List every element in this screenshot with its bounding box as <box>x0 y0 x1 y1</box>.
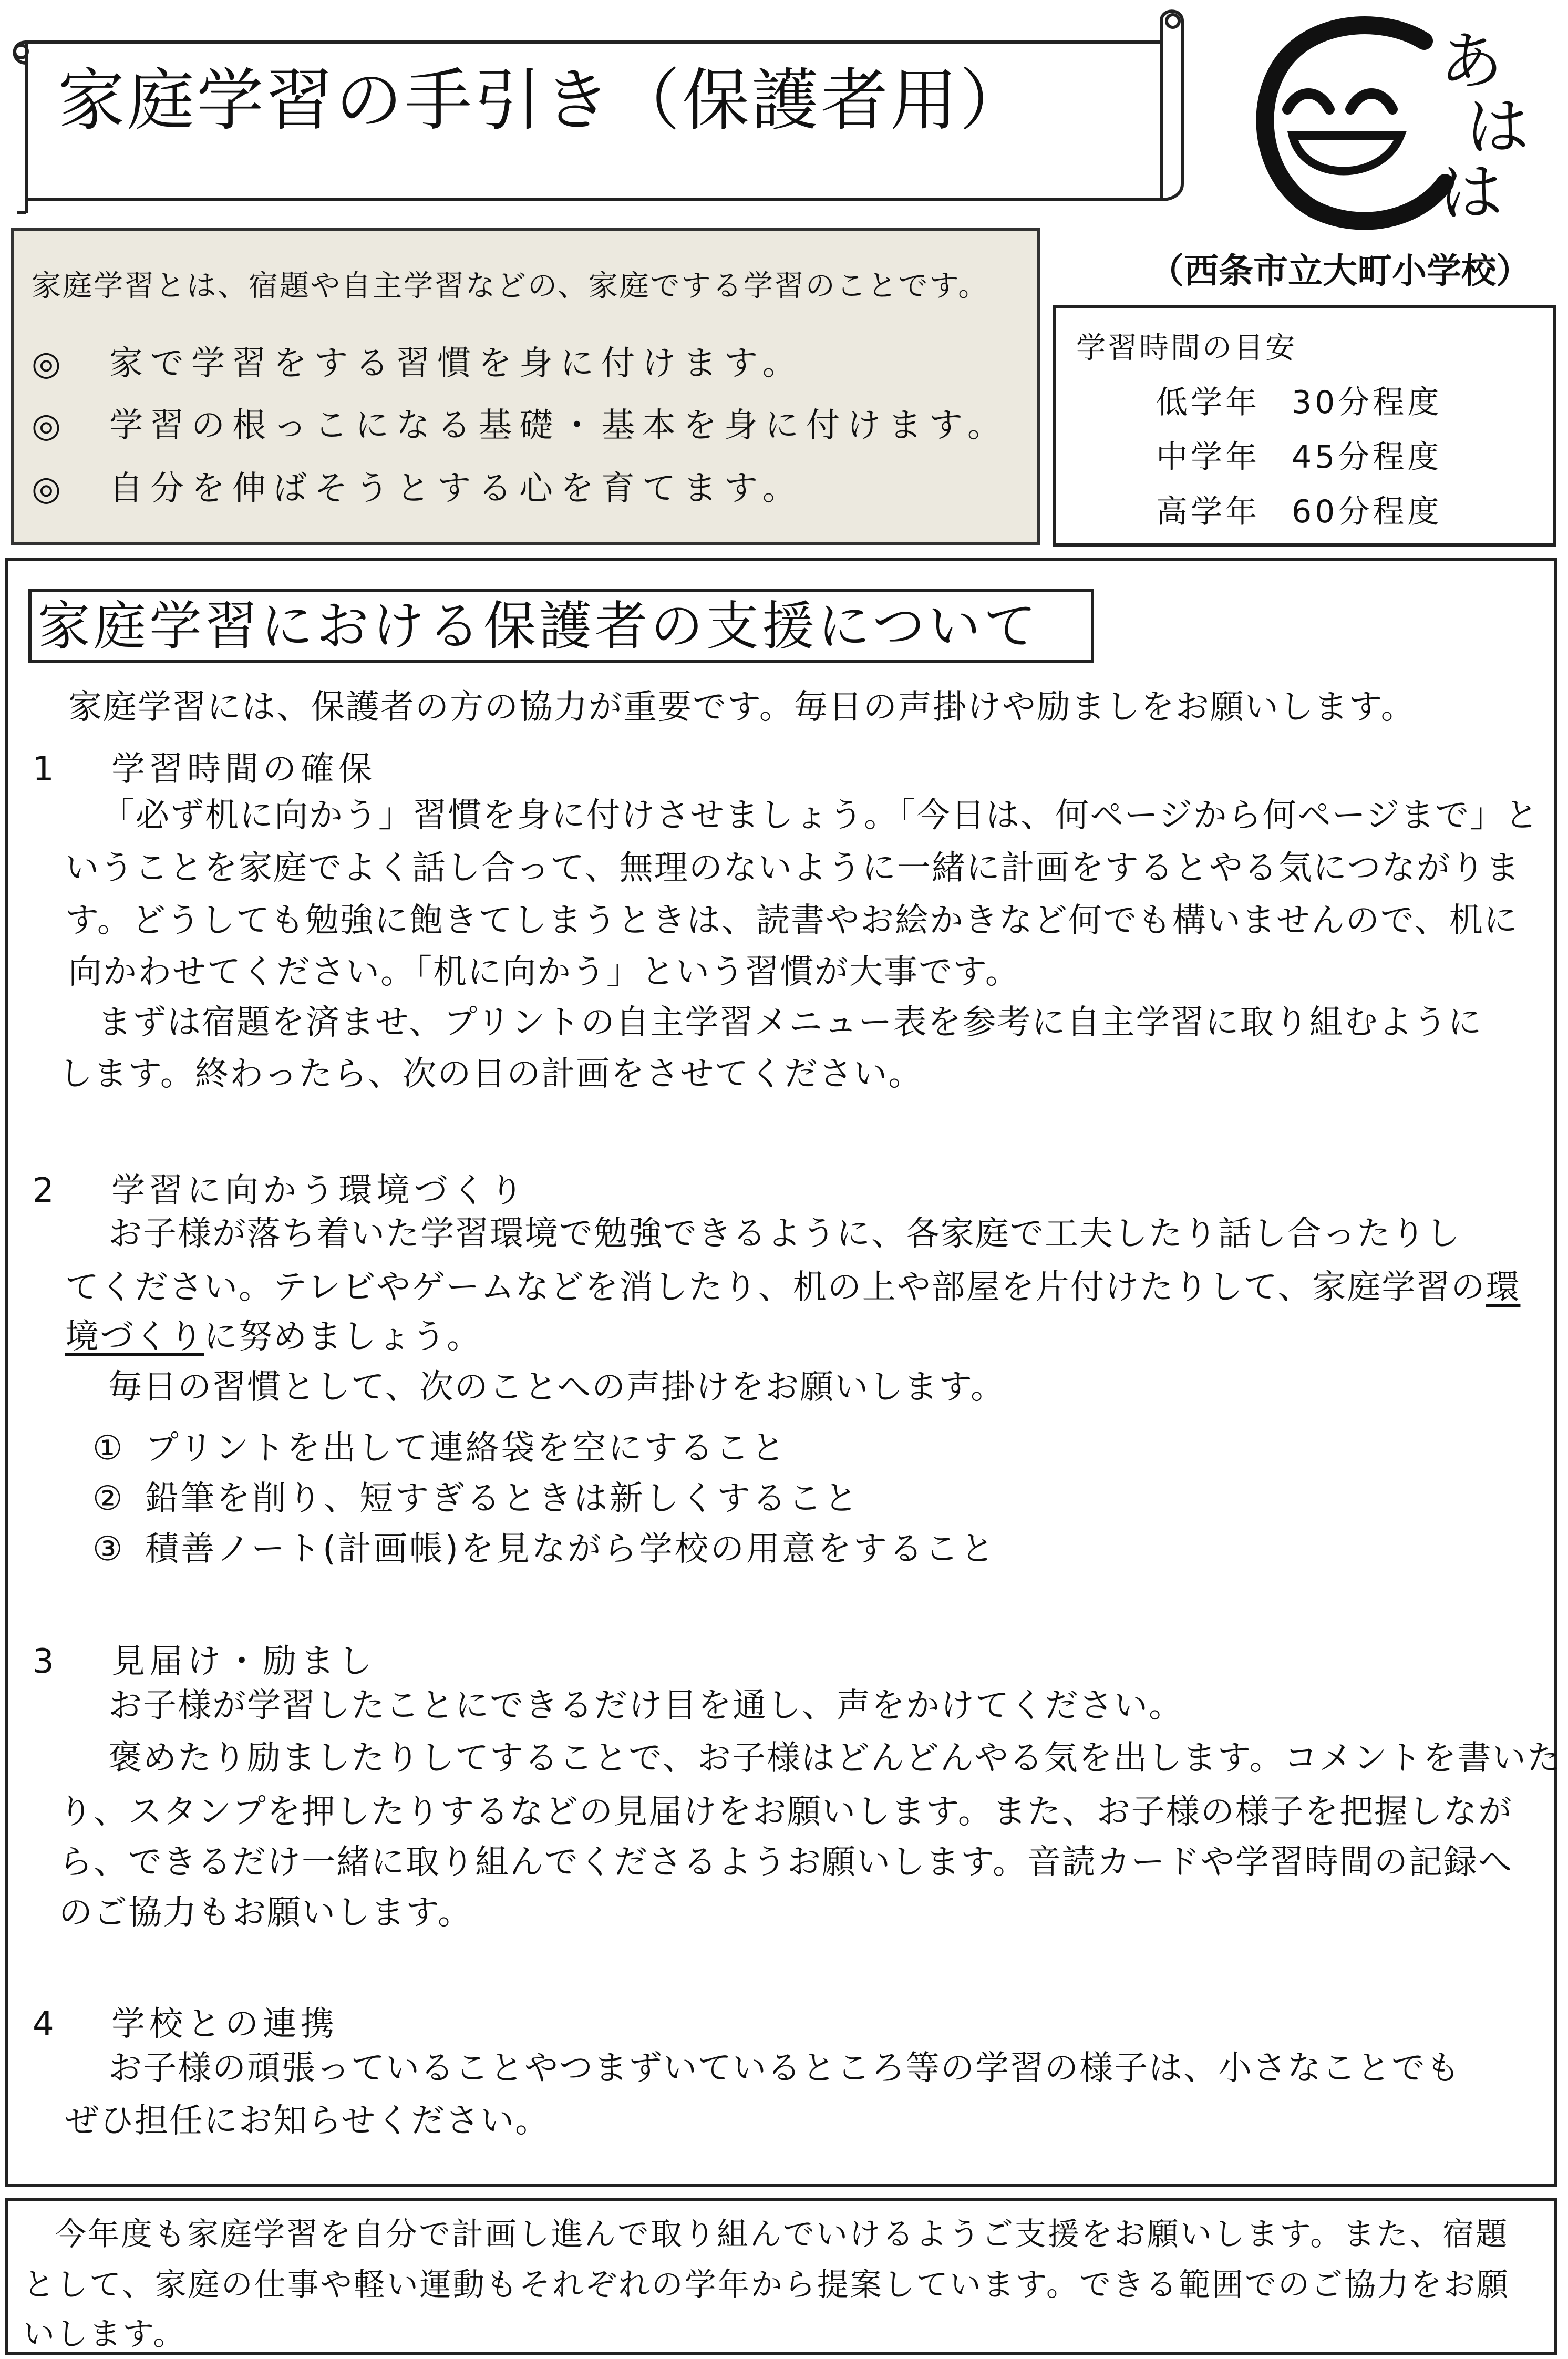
section-text: お子様が落ち着いた学習環境で勉強できるように、各家庭で工夫したり話し合ったりし <box>108 1214 1461 1253</box>
support-lead: 家庭学習には、保護者の方の協力が重要です。毎日の声掛けや励ましをお願いします。 <box>68 688 1416 727</box>
study-time-row: 低学年 30分程度 <box>1156 384 1442 421</box>
section-text: まずは宿題を済ませ、プリントの自主学習メニュー表を参考に自主学習に取り組むように <box>98 1003 1483 1042</box>
section-text: 毎日の習慣として、次のことへの声掛けをお願いします。 <box>108 1368 1006 1407</box>
study-time-label: 学習時間の目安 <box>1076 331 1297 365</box>
section-text: お子様の頑張っていることやつまずいているところ等の学習の様子は、小さなことでも <box>108 2049 1461 2088</box>
list-item: ③ 積善ノート(計画帳)を見ながら学校の用意をすること <box>92 1530 997 1569</box>
study-time-row: 中学年 45分程度 <box>1156 439 1442 476</box>
ahaha-smile-logo-icon <box>1251 9 1534 230</box>
section-text: いうことを家庭でよく話し合って、無理のないように一緒に計画をするとやる気につながりま <box>65 849 1521 888</box>
intro-definition: 家庭学習とは、宿題や自主学習などの、家庭でする学習のことです。 <box>32 269 989 303</box>
svg-text:は: は <box>1440 157 1503 230</box>
intro-goal: ◎ 家で学習をする習慣を身に付けます。 <box>32 344 803 383</box>
section-text: てください。テレビやゲームなどを消したり、机の上や部屋を片付けたりして、家庭学習の環 <box>65 1268 1521 1307</box>
section-text: 褒めたり励ましたりしてすることで、お子様はどんどんやる気を出します。コメントを書いた <box>108 1739 1562 1778</box>
section-text: ら、できるだけ一緒に取り組んでくださるようお願いします。音読カードや学習時間の記録へ <box>59 1843 1513 1882</box>
section-text: り、スタンプを押したりするなどの見届けをお願いします。また、お子様の様子を把握しなが <box>59 1793 1513 1831</box>
list-item: ② 鉛筆を削り、短すぎるときは新しくすること <box>92 1479 860 1518</box>
section-text: 向かわせてください。「机に向かう」という習慣が大事です。 <box>68 953 1020 992</box>
svg-text:は: は <box>1466 91 1529 164</box>
study-time-row: 高学年 60分程度 <box>1156 493 1442 530</box>
double-circle-mark: ◎ <box>32 344 61 383</box>
section-text: 境づくりに努めましょう。 <box>65 1317 481 1356</box>
section-text: ぜひ担任にお知らせください。 <box>65 2102 550 2140</box>
section-text: 「必ず机に向かう」習慣を身に付けさせましょう。「今日は、何ページから何ページまで」と <box>101 796 1540 835</box>
intro-goal: ◎ 自分を伸ばそうとする心を育てます。 <box>32 469 803 508</box>
section-heading: 1 学習時間の確保 <box>33 750 376 789</box>
svg-text:あ: あ <box>1440 25 1503 98</box>
closing-text: いします。 <box>23 2316 187 2353</box>
school-name: （西条市立大町小学校） <box>1149 251 1531 291</box>
section-text: します。終わったら、次の日の計画をさせてください。 <box>59 1055 923 1094</box>
closing-text: 今年度も家庭学習を自分で計画し進んで取り組んでいけるようご支援をお願いします。また、宿題 <box>55 2216 1509 2253</box>
section-heading: 4 学校との連携 <box>33 2005 338 2044</box>
intro-goal: ◎ 学習の根っこになる基礎・基本を身に付けます。 <box>32 406 1008 445</box>
section-heading: 2 学習に向かう環境づくり <box>33 1171 528 1210</box>
double-circle-mark: ◎ <box>32 406 61 445</box>
section-text: す。どうしても勉強に飽きてしまうときは、読書やお絵かきなど何でも構いませんので、机に <box>65 901 1519 940</box>
support-heading: 家庭学習における保護者の支援について <box>38 595 1039 657</box>
section-text: お子様が学習したことにできるだけ目を通し、声をかけてください。 <box>108 1686 1183 1725</box>
section-heading: 3 見届け・励まし <box>33 1642 376 1681</box>
list-item: ① プリントを出して連絡袋を空にすること <box>92 1429 787 1468</box>
double-circle-mark: ◎ <box>32 469 61 508</box>
page-title: 家庭学習の手引き（保護者用） <box>58 61 1029 140</box>
closing-text: として、家庭の仕事や軽い運動もそれぞれの学年から提案しています。できる範囲でのご協力をお願 <box>23 2267 1510 2303</box>
section-text: のご協力もお願いします。 <box>59 1893 472 1932</box>
